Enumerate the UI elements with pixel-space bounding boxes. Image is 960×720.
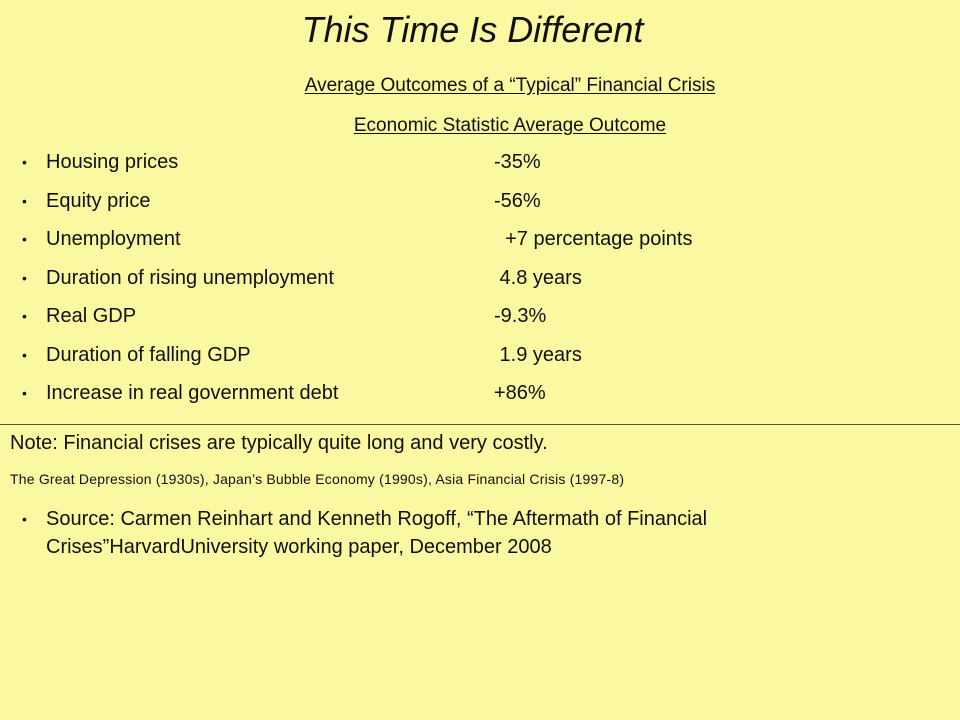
statistic-value: 1.9 years	[494, 343, 582, 366]
statistic-value: -35%	[494, 151, 541, 173]
list-item	[0, 341, 960, 380]
statistic-name: Housing prices	[46, 151, 179, 173]
statistic-value: +86%	[494, 382, 546, 404]
bullet-icon: •	[22, 308, 27, 324]
list-item	[0, 302, 960, 341]
source-text: Source: Carmen Reinhart and Kenneth Rogoff, “The Aftermath of Financial Crises”HarvardUniversity working paper, December 2008	[46, 508, 708, 558]
column-header: Economic Statistic Average Outcome	[353, 115, 667, 136]
list-item	[0, 225, 960, 264]
list-item	[0, 148, 960, 187]
statistic-name: Increase in real government debt	[46, 382, 339, 404]
bullet-icon: •	[22, 269, 27, 286]
list-item	[0, 264, 960, 303]
statistic-value: -56%	[494, 189, 541, 212]
statistics-list	[0, 148, 960, 418]
bullet-icon: •	[22, 346, 27, 363]
statistic-name: Duration of rising unemployment	[46, 266, 334, 289]
bullet-icon: •	[22, 154, 27, 170]
bullet-icon: •	[22, 192, 27, 209]
statistic-value: -9.3%	[494, 305, 547, 327]
statistic-name: Real GDP	[46, 305, 137, 327]
list-item	[0, 187, 960, 226]
slide-title: This Time Is Different	[301, 9, 644, 50]
bullet-icon: •	[22, 385, 27, 401]
examples-text: The Great Depression (1930s), Japan’s Bubble Economy (1990s), Asia Financial Crisis (1997-8)	[10, 471, 625, 487]
note-text: Note: Financial crises are typically quite long and very costly.	[10, 432, 548, 454]
bullet-icon: •	[22, 231, 27, 247]
bullet-icon: •	[22, 511, 27, 527]
statistic-value: 4.8 years	[494, 266, 582, 289]
list-item	[0, 379, 960, 418]
slide-subtitle: Average Outcomes of a “Typical” Financial Crisis	[304, 75, 716, 96]
statistic-name: Equity price	[46, 189, 151, 212]
statistic-value: +7 percentage points	[494, 228, 693, 250]
statistic-name: Duration of falling GDP	[46, 343, 251, 366]
divider	[0, 424, 960, 425]
statistic-name: Unemployment	[46, 228, 181, 250]
